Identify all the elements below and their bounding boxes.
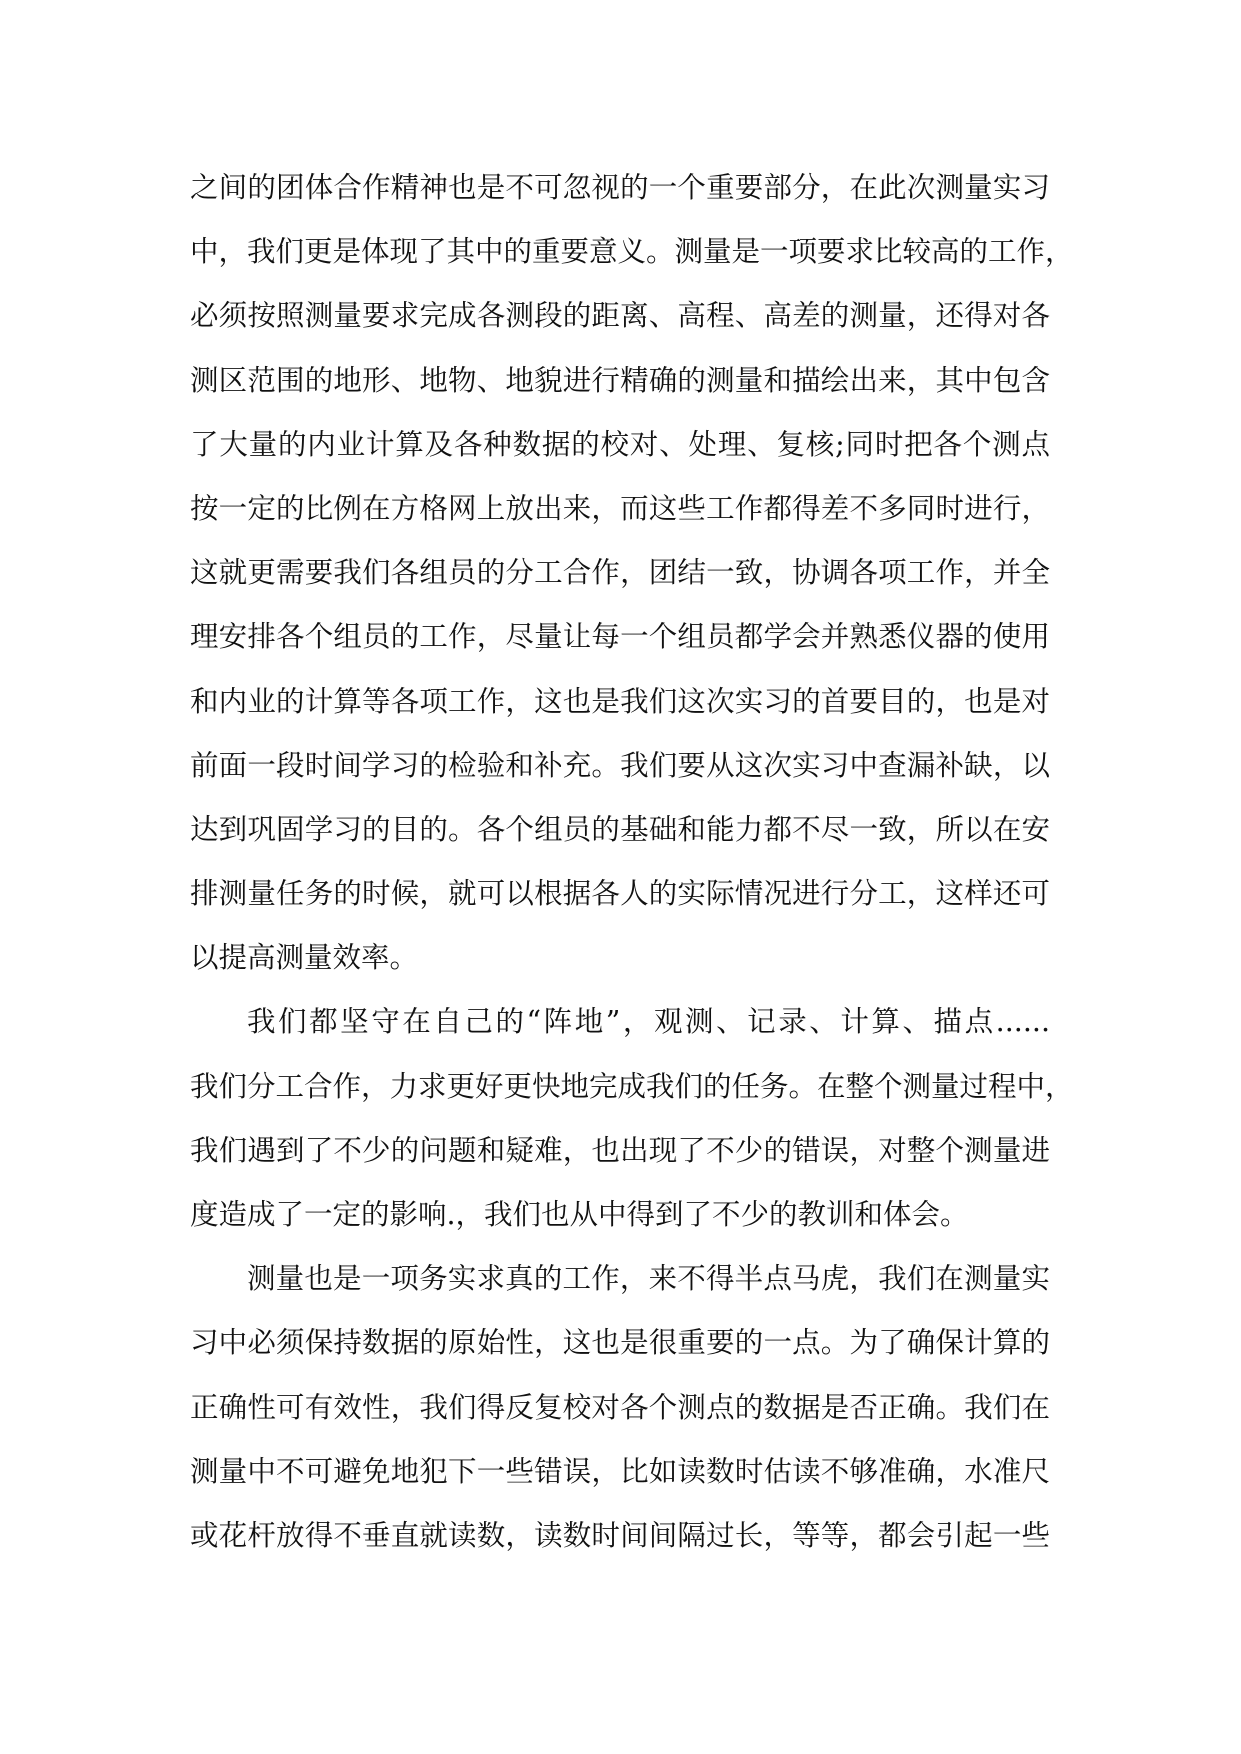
text-line: 或花杆放得不垂直就读数，读数时间间隔过长，等等，都会引起一些 <box>190 1518 1050 1552</box>
text-line: 排测量任务的时候，就可以根据各人的实际情况进行分工，这样还可 <box>190 877 1050 911</box>
text-line: 了大量的内业计算及各种数据的校对、处理、复核;同时把各个测点 <box>190 427 1050 461</box>
text-line: 我们分工合作，力求更好更快地完成我们的任务。在整个测量过程中， <box>190 1069 1074 1103</box>
text-line: 度造成了一定的影响.，我们也从中得到了不少的教训和体会。 <box>190 1198 969 1231</box>
text-line: 测区范围的地形、地物、地貌进行精确的测量和描绘出来，其中包含 <box>190 363 1050 397</box>
text-line: 测量中不可避免地犯下一些错误，比如读数时估读不够准确，水准尺 <box>190 1454 1050 1488</box>
text-line: 我们遇到了不少的问题和疑难，也出现了不少的错误，对整个测量进 <box>190 1133 1050 1167</box>
text-line: 理安排各个组员的工作，尽量让每一个组员都学会并熟悉仪器的使用 <box>190 620 1050 654</box>
text-line: 以提高测量效率。 <box>190 941 419 975</box>
paragraph-3 <box>190 1247 1050 1568</box>
text-line: 前面一段时间学习的检验和补充。我们要从这次实习中查漏补缺，以 <box>190 748 1050 782</box>
text-line: 之间的团体合作精神也是不可忽视的一个重要部分，在此次测量实习 <box>190 171 1050 204</box>
text-line: 中，我们更是体现了其中的重要意义。测量是一项要求比较高的工作， <box>190 235 1074 269</box>
text-line: 正确性可有效性，我们得反复校对各个测点的数据是否正确。我们在 <box>190 1390 1050 1424</box>
text-line: 按一定的比例在方格网上放出来，而这些工作都得差不多同时进行， <box>190 491 1050 525</box>
text-line: 必须按照测量要求完成各测段的距离、高程、高差的测量，还得对各 <box>190 299 1050 333</box>
text-line: 我们都坚守在自己的“阵地”，观测、记录、计算、描点...... <box>247 1005 1050 1039</box>
paragraph-2 <box>190 990 1074 1247</box>
document-body <box>190 156 1074 1568</box>
paragraph-1 <box>190 156 1074 990</box>
text-line: 和内业的计算等各项工作，这也是我们这次实习的首要目的，也是对 <box>190 684 1050 718</box>
text-line: 测量也是一项务实求真的工作，来不得半点马虎，我们在测量实 <box>247 1262 1050 1296</box>
text-line: 达到巩固学习的目的。各个组员的基础和能力都不尽一致，所以在安 <box>190 812 1050 846</box>
text-line: 这就更需要我们各组员的分工合作，团结一致，协调各项工作，并全 <box>190 556 1050 590</box>
text-line: 习中必须保持数据的原始性，这也是很重要的一点。为了确保计算的 <box>190 1326 1050 1360</box>
